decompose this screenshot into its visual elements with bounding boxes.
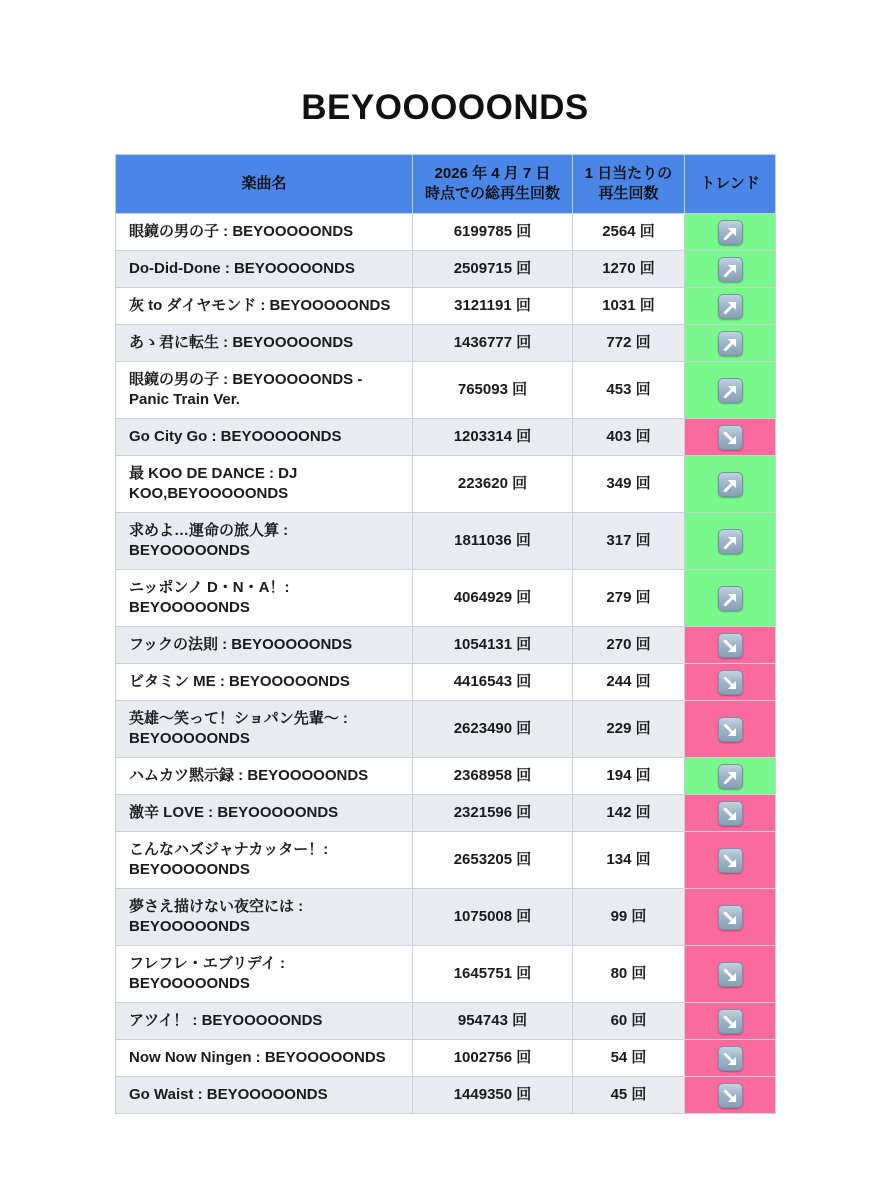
total-plays: 4064929 回 — [413, 570, 573, 627]
table-row — [116, 251, 776, 288]
column-header-total-plays — [413, 155, 573, 214]
daily-plays: 349 回 — [573, 456, 685, 513]
song-name: Go Waist : BEYOOOOONDS — [116, 1077, 413, 1114]
trend-cell — [685, 325, 776, 362]
daily-plays: 142 回 — [573, 795, 685, 832]
trend-down-icon — [718, 670, 743, 695]
song-name: 夢さえ描けない夜空には : BEYOOOOONDS — [116, 889, 413, 946]
trend-cell — [685, 513, 776, 570]
table-row — [116, 889, 776, 946]
page-title: BEYOOOOONDS — [301, 88, 589, 127]
total-plays: 1203314 回 — [413, 419, 573, 456]
trend-cell — [685, 664, 776, 701]
trend-down-icon — [718, 905, 743, 930]
table-row — [116, 758, 776, 795]
trend-down-icon — [718, 962, 743, 987]
trend-cell — [685, 758, 776, 795]
trend-up-icon — [718, 764, 743, 789]
table-row — [116, 1077, 776, 1114]
song-name: 眼鏡の男の子 : BEYOOOOONDS — [116, 214, 413, 251]
column-header-trend: トレンド — [685, 155, 776, 214]
total-plays: 4416543 回 — [413, 664, 573, 701]
header-line: 1 日当たりの — [584, 165, 673, 182]
table-row — [116, 325, 776, 362]
total-plays: 6199785 回 — [413, 214, 573, 251]
daily-plays: 279 回 — [573, 570, 685, 627]
total-plays: 1811036 回 — [413, 513, 573, 570]
song-name: Do-Did-Done : BEYOOOOONDS — [116, 251, 413, 288]
song-name: Go City Go : BEYOOOOONDS — [116, 419, 413, 456]
daily-plays: 134 回 — [573, 832, 685, 889]
trend-cell — [685, 701, 776, 758]
song-name: 求めよ…運命の旅人算 : BEYOOOOONDS — [116, 513, 413, 570]
song-name: こんなハズジャナカッター！: BEYOOOOONDS — [116, 832, 413, 889]
table-row — [116, 362, 776, 419]
table-row — [116, 627, 776, 664]
total-plays: 2623490 回 — [413, 701, 573, 758]
trend-down-icon — [718, 1009, 743, 1034]
trend-down-icon — [718, 801, 743, 826]
total-plays: 2321596 回 — [413, 795, 573, 832]
total-plays: 954743 回 — [413, 1003, 573, 1040]
trend-cell — [685, 251, 776, 288]
daily-plays: 194 回 — [573, 758, 685, 795]
daily-plays: 229 回 — [573, 701, 685, 758]
total-plays: 3121191 回 — [413, 288, 573, 325]
daily-plays: 317 回 — [573, 513, 685, 570]
song-name: 眼鏡の男の子 : BEYOOOOONDS - Panic Train Ver. — [116, 362, 413, 419]
trend-up-icon — [718, 294, 743, 319]
trend-down-icon — [718, 1083, 743, 1108]
trend-cell — [685, 456, 776, 513]
column-header-daily-plays — [573, 155, 685, 214]
total-plays: 223620 回 — [413, 456, 573, 513]
song-name: 灰 to ダイヤモンド : BEYOOOOONDS — [116, 288, 413, 325]
table-row — [116, 570, 776, 627]
song-name: 最 KOO DE DANCE : DJ KOO,BEYOOOOONDS — [116, 456, 413, 513]
daily-plays: 1270 回 — [573, 251, 685, 288]
trend-cell — [685, 288, 776, 325]
trend-cell — [685, 627, 776, 664]
table-row — [116, 664, 776, 701]
song-name: ハムカツ黙示録 : BEYOOOOONDS — [116, 758, 413, 795]
trend-down-icon — [718, 633, 743, 658]
song-name: フックの法則 : BEYOOOOONDS — [116, 627, 413, 664]
table-row — [116, 1003, 776, 1040]
daily-plays: 270 回 — [573, 627, 685, 664]
table-row — [116, 795, 776, 832]
total-plays: 2368958 回 — [413, 758, 573, 795]
table-row — [116, 513, 776, 570]
song-name: あゝ君に転生 : BEYOOOOONDS — [116, 325, 413, 362]
song-name: ビタミン ME : BEYOOOOONDS — [116, 664, 413, 701]
trend-cell — [685, 946, 776, 1003]
trend-cell — [685, 795, 776, 832]
trend-cell — [685, 362, 776, 419]
table-container — [115, 154, 775, 1114]
table-row — [116, 214, 776, 251]
trend-cell — [685, 419, 776, 456]
header-line: 時点での総再生回数 — [424, 185, 560, 202]
trend-cell — [685, 1040, 776, 1077]
daily-plays: 99 回 — [573, 889, 685, 946]
trend-cell — [685, 889, 776, 946]
daily-plays: 54 回 — [573, 1040, 685, 1077]
table-row — [116, 456, 776, 513]
total-plays: 1002756 回 — [413, 1040, 573, 1077]
trend-up-icon — [718, 586, 743, 611]
song-name: 英雄〜笑って！ショパン先輩〜 : BEYOOOOONDS — [116, 701, 413, 758]
total-plays: 1054131 回 — [413, 627, 573, 664]
trend-up-icon — [718, 472, 743, 497]
total-plays: 2653205 回 — [413, 832, 573, 889]
table-row — [116, 832, 776, 889]
trend-cell — [685, 214, 776, 251]
table-row — [116, 419, 776, 456]
table-row — [116, 288, 776, 325]
song-name: ニッポンノ D・N・A！: BEYOOOOONDS — [116, 570, 413, 627]
header-line: 再生回数 — [598, 185, 659, 202]
daily-plays: 244 回 — [573, 664, 685, 701]
song-name: Now Now Ningen : BEYOOOOONDS — [116, 1040, 413, 1077]
header-line: 2026 年 4 月 7 日 — [434, 165, 551, 182]
trend-cell — [685, 832, 776, 889]
trend-down-icon — [718, 717, 743, 742]
trend-cell — [685, 570, 776, 627]
table-row — [116, 946, 776, 1003]
daily-plays: 80 回 — [573, 946, 685, 1003]
trend-up-icon — [718, 529, 743, 554]
total-plays: 1075008 回 — [413, 889, 573, 946]
trend-cell — [685, 1003, 776, 1040]
table-row — [116, 701, 776, 758]
total-plays: 1449350 回 — [413, 1077, 573, 1114]
table-row — [116, 1040, 776, 1077]
play-count-table — [115, 154, 776, 1114]
daily-plays: 2564 回 — [573, 214, 685, 251]
trend-up-icon — [718, 220, 743, 245]
header-row — [116, 155, 776, 214]
song-name: アツイ！ : BEYOOOOONDS — [116, 1003, 413, 1040]
daily-plays: 60 回 — [573, 1003, 685, 1040]
daily-plays: 453 回 — [573, 362, 685, 419]
trend-down-icon — [718, 848, 743, 873]
daily-plays: 45 回 — [573, 1077, 685, 1114]
trend-down-icon — [718, 1046, 743, 1071]
song-name: フレフレ・エブリデイ : BEYOOOOONDS — [116, 946, 413, 1003]
total-plays: 2509715 回 — [413, 251, 573, 288]
daily-plays: 772 回 — [573, 325, 685, 362]
trend-up-icon — [718, 257, 743, 282]
column-header-song: 楽曲名 — [116, 155, 413, 214]
total-plays: 1436777 回 — [413, 325, 573, 362]
song-name: 激辛 LOVE : BEYOOOOONDS — [116, 795, 413, 832]
trend-up-icon — [718, 378, 743, 403]
trend-up-icon — [718, 331, 743, 356]
daily-plays: 403 回 — [573, 419, 685, 456]
total-plays: 765093 回 — [413, 362, 573, 419]
total-plays: 1645751 回 — [413, 946, 573, 1003]
daily-plays: 1031 回 — [573, 288, 685, 325]
trend-down-icon — [718, 425, 743, 450]
trend-cell — [685, 1077, 776, 1114]
